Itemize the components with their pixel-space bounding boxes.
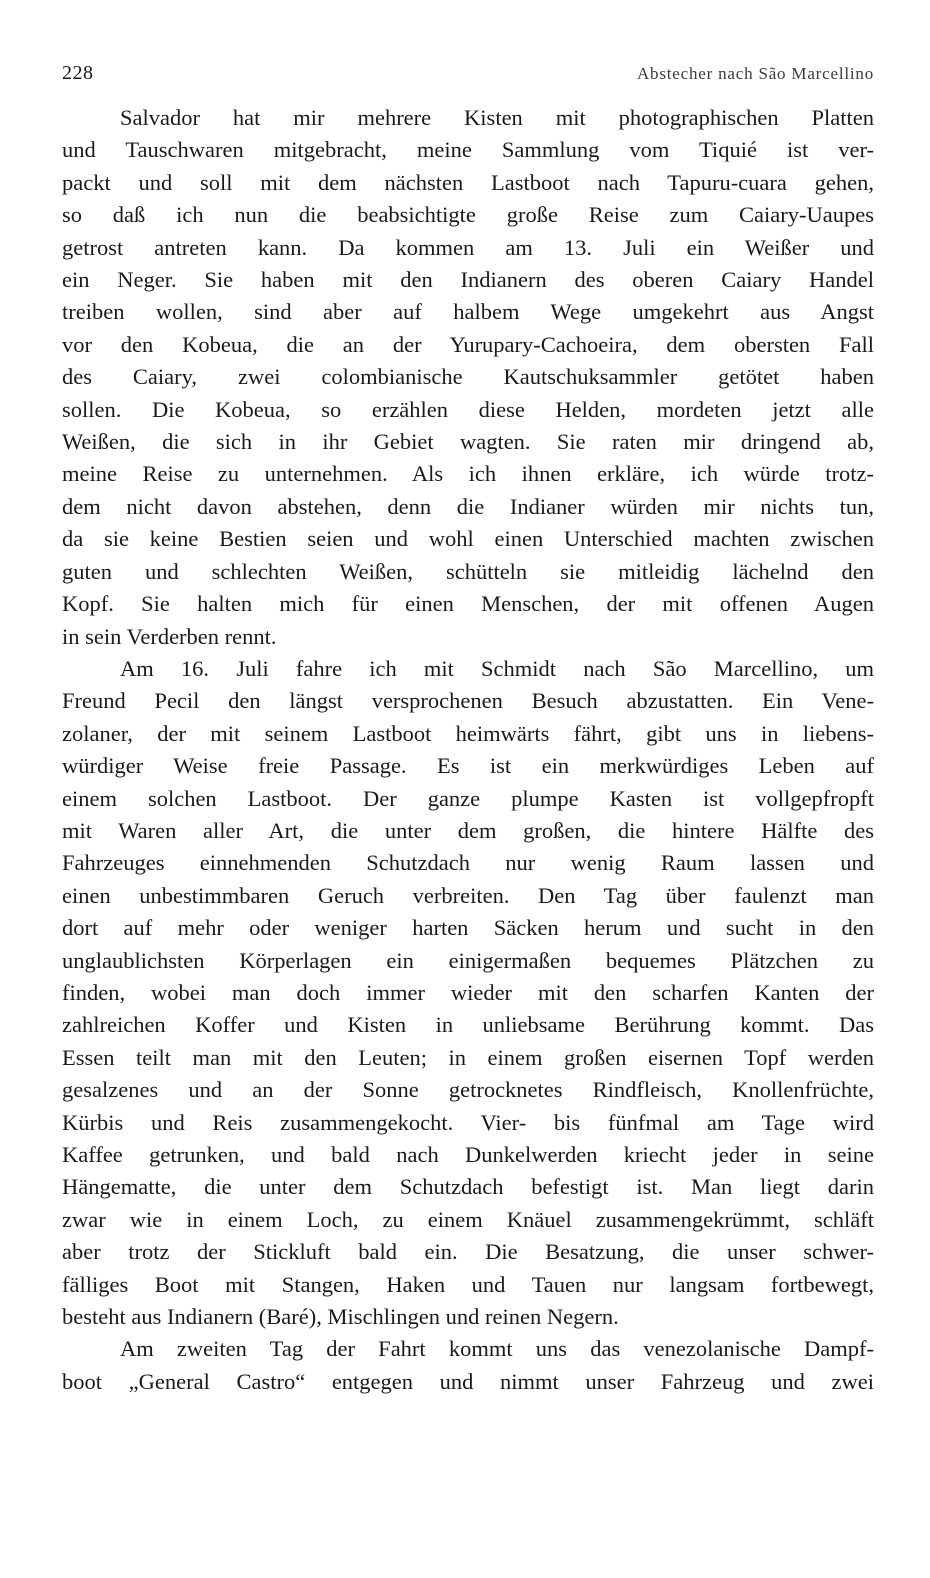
text-line: zwar wie in einem Loch, zu einem Knäuel zusammengekrümmt, schläft (62, 1206, 874, 1232)
text-line: einem solchen Lastboot. Der ganze plumpe Kasten ist vollgepfropft (62, 785, 874, 811)
text-line: Freund Pecil den längst versprochenen Besuch abzustatten. Ein Vene- (62, 688, 874, 714)
book-page (62, 62, 874, 1398)
text-line: zahlreichen Koffer und Kisten in unliebsame Berührung kommt. Das (62, 1012, 874, 1038)
text-line: Kopf. Sie halten mich für einen Menschen, der mit offenen Augen (62, 591, 874, 617)
text-line: Am 16. Juli fahre ich mit Schmidt nach São Marcellino, um (120, 655, 874, 681)
text-line: mit Waren aller Art, die unter dem großen, die hintere Hälfte des (62, 817, 874, 843)
text-line: sollen. Die Kobeua, so erzählen diese Helden, mordeten jetzt alle (62, 396, 874, 422)
text-line: Am zweiten Tag der Fahrt kommt uns das venezolanische Dampf- (120, 1336, 874, 1362)
text-line: und Tauschwaren mitgebracht, meine Sammlung vom Tiquié ist ver- (62, 137, 874, 163)
text-line: besteht aus Indianern (Baré), Mischlingen und reinen Negern. (62, 1304, 619, 1330)
text-line: Salvador hat mir mehrere Kisten mit photographischen Platten (120, 105, 874, 130)
text-line: dem nicht davon abstehen, denn die Indianer würden mir nichts tun, (62, 493, 874, 519)
text-line: dort auf mehr oder weniger harten Säcken herum und sucht in den (62, 915, 874, 941)
text-line: getrost antreten kann. Da kommen am 13. Juli ein Weißer und (62, 234, 874, 260)
text-line: ein Neger. Sie haben mit den Indianern des oberen Caiary Handel (62, 267, 874, 293)
text-line: zolaner, der mit seinem Lastboot heimwärts fährt, gibt uns in liebens- (62, 720, 874, 746)
text-line: in sein Verderben rennt. (62, 623, 277, 649)
paragraph (62, 1333, 874, 1398)
text-line: treiben wollen, sind aber auf halbem Wege umgekehrt aus Angst (62, 299, 874, 325)
text-line: aber trotz der Stickluft bald ein. Die Besatzung, die unser schwer- (62, 1239, 874, 1265)
text-line: vor den Kobeua, die an der Yurupary-Cachoeira, dem obersten Fall (62, 331, 874, 357)
body-text (62, 102, 874, 1398)
text-line: unglaublichsten Körperlagen ein einigermaßen bequemes Plätzchen zu (62, 947, 874, 973)
text-line: fälliges Boot mit Stangen, Haken und Tauen nur langsam fortbewegt, (62, 1271, 874, 1297)
text-line: des Caiary, zwei colombianische Kautschuksammler getötet haben (62, 364, 874, 390)
running-title: Abstecher nach São Marcellino (636, 64, 874, 83)
text-line: boot „General Castro“ entgegen und nimmt unser Fahrzeug und zwei (62, 1368, 874, 1394)
text-line: einen unbestimmbaren Geruch verbreiten. Den Tag über faulenzt man (62, 882, 874, 908)
paragraph (62, 653, 874, 1334)
text-line: würdiger Weise freie Passage. Es ist ein merkwürdiges Leben auf (62, 753, 874, 779)
text-line: finden, wobei man doch immer wieder mit den scharfen Kanten der (62, 979, 874, 1005)
page-number: 228 (62, 62, 94, 84)
paragraph (62, 102, 874, 653)
text-line: so daß ich nun die beabsichtigte große Reise zum Caiary-Uaupes (62, 202, 874, 228)
text-line: da sie keine Bestien seien und wohl einen Unterschied machten zwischen (62, 526, 874, 552)
text-line: guten und schlechten Weißen, schütteln sie mitleidig lächelnd den (62, 558, 874, 584)
running-head (62, 62, 874, 102)
text-line: packt und soll mit dem nächsten Lastboot nach Tapuru-cuara gehen, (62, 169, 874, 195)
text-line: Hängematte, die unter dem Schutzdach befestigt ist. Man liegt darin (62, 1174, 874, 1200)
text-line: Fahrzeuges einnehmenden Schutzdach nur wenig Raum lassen und (62, 850, 874, 876)
text-line: Kaffee getrunken, und bald nach Dunkelwerden kriecht jeder in seine (62, 1142, 874, 1167)
text-line: Essen teilt man mit den Leuten; in einem großen eisernen Topf werden (62, 1044, 874, 1070)
text-line: Weißen, die sich in ihr Gebiet wagten. Sie raten mir dringend ab, (62, 429, 874, 455)
text-line: gesalzenes und an der Sonne getrocknetes Rindfleisch, Knollenfrüchte, (62, 1077, 874, 1103)
text-line: meine Reise zu unternehmen. Als ich ihnen erkläre, ich würde trotz- (62, 461, 874, 487)
text-line: Kürbis und Reis zusammengekocht. Vier- bis fünfmal am Tage wird (62, 1109, 874, 1135)
